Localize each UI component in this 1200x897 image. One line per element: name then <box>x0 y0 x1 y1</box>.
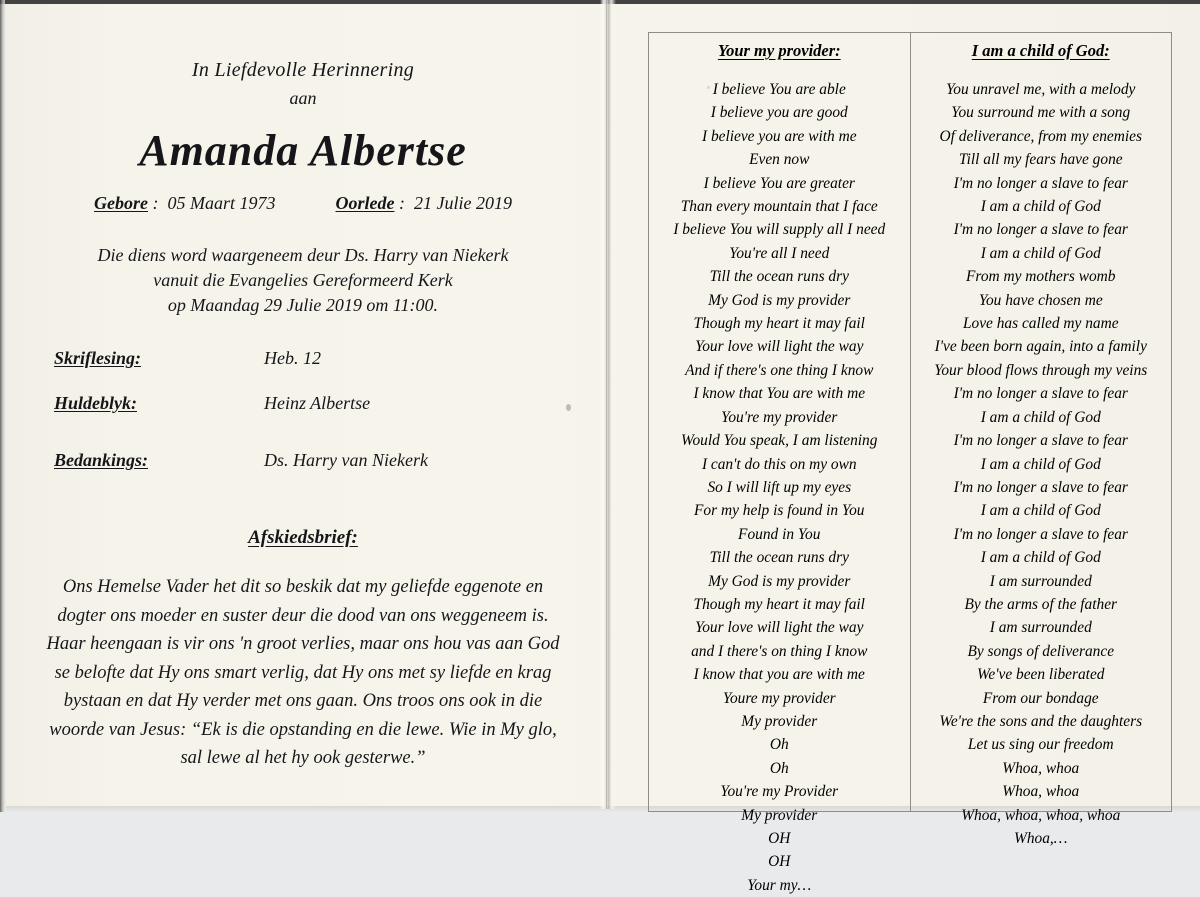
lyric-line: Even now <box>749 151 810 169</box>
lyric-line: Your my… <box>747 876 812 894</box>
lyric-line: Oh <box>769 759 789 777</box>
detail-row <box>10 393 596 438</box>
lyric-line: You're my Provider <box>720 783 839 801</box>
lyric-line: Than every mountain that I face <box>680 198 878 216</box>
lyric-line: So I will lift up my eyes <box>707 478 852 496</box>
detail-value: Ds. Harry van Niekerk <box>264 450 428 470</box>
lyric-line: Of deliverance, from my enemies <box>939 127 1142 145</box>
lyrics-panel <box>648 32 1172 894</box>
lyric-line: I've been born again, into a family <box>934 338 1147 356</box>
life-dates <box>10 193 596 214</box>
lyric-line: I can't do this on my own <box>701 455 857 473</box>
farewell-line: se belofte dat Hy ons smart verlig, dat Hy ons met sy liefde en krag <box>54 662 552 683</box>
lyric-line: We're the sons and the daughters <box>939 712 1143 730</box>
lyric-line: You're all I need <box>729 244 830 262</box>
lyric-line: I am a child of God <box>980 198 1101 216</box>
death-group <box>336 193 512 214</box>
detail-label: Skriflesing: <box>54 348 142 368</box>
farewell-text <box>40 573 566 773</box>
service-line: op Maandag 29 Julie 2019 om 11:00. <box>167 295 439 315</box>
lyric-line: I am a child of God <box>980 244 1101 262</box>
dedication <box>10 59 596 109</box>
birth-group <box>94 193 275 214</box>
lyric-line: My God is my provider <box>708 572 851 590</box>
farewell-line: woorde van Jesus: “Ek is die opstanding en die lewe. Wie in My glo, <box>49 719 557 740</box>
farewell-line: dogter ons moeder en suster deur die dood van ons weggeneem is. <box>57 605 549 626</box>
lyric-line: Your love will light the way <box>695 338 864 356</box>
lyric-line: Your blood flows through my veins <box>934 361 1148 379</box>
death-date: 21 Julie 2019 <box>413 193 512 213</box>
center-fold <box>600 0 616 809</box>
birth-date: 05 Maart 1973 <box>167 193 276 213</box>
detail-label: Huldeblyk: <box>54 393 137 413</box>
scan-left-edge <box>0 0 5 812</box>
lyric-line: My provider <box>741 712 818 730</box>
lyric-line: I believe You are able <box>712 81 846 98</box>
lyric-line: You surround me with a song <box>951 104 1131 122</box>
lyric-line: Till the ocean runs dry <box>709 549 849 567</box>
detail-row <box>10 348 596 393</box>
birth-label: Gebore <box>94 193 148 213</box>
lyric-line: You're my provider <box>721 408 838 426</box>
lyric-line: I am a child of God <box>980 549 1101 567</box>
lyric-line: Let us sing our freedom <box>967 736 1114 754</box>
lyric-line: Till the ocean runs dry <box>709 268 849 286</box>
lyric-line: You have chosen me <box>978 291 1103 309</box>
detail-row <box>10 450 596 495</box>
lyric-line: And if there's one thing I know <box>685 361 874 379</box>
lyric-line: From my mothers womb <box>966 268 1116 286</box>
lyric-line: I am a child of God <box>980 408 1101 426</box>
lyric-line: Youre my provider <box>722 689 836 707</box>
lyric-line: My God is my provider <box>708 291 851 309</box>
dedication-line-1: In Liefdevolle Herinnering <box>191 59 415 81</box>
lyric-line: and I there's on thing I know <box>691 642 868 660</box>
lyric-line: Oh <box>769 736 789 754</box>
lyric-line: My provider <box>741 806 818 824</box>
detail-label: Bedankings: <box>54 450 149 470</box>
lyric-line: Whoa, whoa, whoa, whoa <box>961 806 1121 824</box>
lyric-line: Found in You <box>738 525 821 543</box>
detail-value: Heb. 12 <box>264 348 321 368</box>
lyric-line: I believe you are good <box>710 104 848 122</box>
lyric-line: I'm no longer a slave to fear <box>953 478 1128 496</box>
lyric-line: Whoa, whoa <box>1002 759 1080 777</box>
service-line: vanuit die Evangelies Gereformeerd Kerk <box>153 270 453 290</box>
farewell-line: Haar heengaan is vir ons 'n groot verlies, maar ons hou vas aan God <box>46 634 560 654</box>
lyric-line: Would You speak, I am listening <box>681 432 878 450</box>
lyrics-column-title: Your my provider: <box>717 41 841 60</box>
lyric-line: By the arms of the father <box>964 595 1118 613</box>
lyric-line: I know that you are with me <box>693 666 865 684</box>
lyrics-column-child-of-god <box>911 33 1172 847</box>
lyric-line: I believe You will supply all I need <box>673 221 886 239</box>
lyric-line: I believe you are with me <box>701 127 857 145</box>
lyric-line: Love has called my name <box>962 315 1119 333</box>
lyric-line: Whoa, whoa <box>1002 783 1080 801</box>
lyric-line: I am a child of God <box>980 455 1101 473</box>
lyric-line: You unravel me, with a melody <box>946 81 1136 98</box>
farewell-line: bystaan en dat Hy verder met ons gaan. Ons troos ons ook in die <box>63 691 543 711</box>
detail-value: Heinz Albertse <box>264 393 371 413</box>
birth-separator: : <box>152 193 159 213</box>
lyric-line: I'm no longer a slave to fear <box>953 432 1128 450</box>
lyric-line: Though my heart it may fail <box>693 315 865 333</box>
lyric-line: I am a child of God <box>980 502 1101 520</box>
memorial-left-page <box>10 3 596 809</box>
lyrics-lines-child-of-god <box>917 78 1166 850</box>
program-details <box>10 348 596 495</box>
lyric-line: I'm no longer a slave to fear <box>953 385 1128 403</box>
lyric-line: I know that You are with me <box>693 385 866 403</box>
service-line: Die diens word waargeneem deur Ds. Harry van Niekerk <box>97 245 509 265</box>
lyric-line: For my help is found in You <box>694 502 865 520</box>
lyric-line: We've been liberated <box>976 666 1105 684</box>
deceased-name: Amanda Albertse <box>139 126 467 175</box>
death-label: Oorlede <box>335 193 395 213</box>
lyric-line: Whoa,… <box>1014 830 1068 847</box>
farewell-line: Ons Hemelse Vader het dit so beskik dat my geliefde eggenote en <box>62 577 544 597</box>
lyric-line: Though my heart it may fail <box>693 595 865 613</box>
lyric-line: I'm no longer a slave to fear <box>953 174 1128 192</box>
farewell-line: sal lewe al het hy ook gesterwe.” <box>180 748 426 768</box>
lyric-line: Till all my fears have gone <box>958 151 1123 169</box>
center-fold-crease <box>606 0 607 809</box>
death-separator: : <box>398 193 405 213</box>
lyric-line: I believe You are greater <box>703 174 855 192</box>
lyric-line: I'm no longer a slave to fear <box>953 525 1128 543</box>
lyric-line: I am surrounded <box>989 619 1092 637</box>
lyric-line: I'm no longer a slave to fear <box>953 221 1128 239</box>
lyrics-column-title: I am a child of God: <box>971 41 1110 60</box>
dedication-line-2: aan <box>289 88 317 108</box>
service-details <box>10 243 596 318</box>
lyrics-lines-provider <box>655 78 904 897</box>
lyrics-column-provider <box>649 33 911 894</box>
lyric-line: By songs of deliverance <box>967 642 1115 660</box>
lyric-line: I am surrounded <box>989 572 1092 590</box>
lyric-line: Your love will light the way <box>695 619 864 637</box>
lyric-line: OH <box>768 853 791 871</box>
lyric-line: From our bondage <box>982 689 1099 707</box>
farewell-title: Afskiedsbrief: <box>248 527 358 548</box>
lyric-line: OH <box>768 830 791 847</box>
